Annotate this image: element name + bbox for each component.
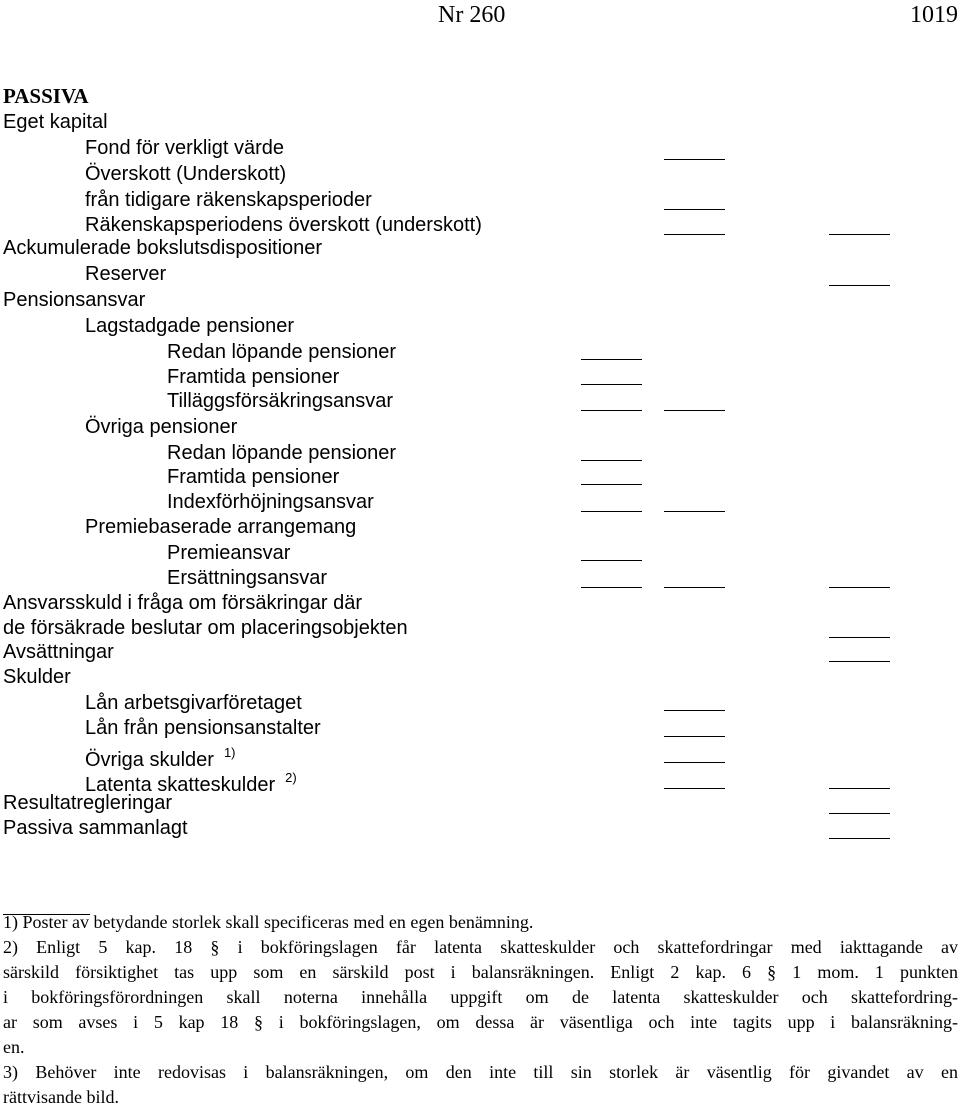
fond-verkligt-varde-row	[0, 135, 960, 161]
footnote-2-line: 2) Enligt 5 kap. 18 § i bokföringslagen får latenta skatteskulder och skattefordringar med iakttagande av	[3, 937, 958, 957]
amount-blank	[581, 587, 642, 588]
passiva-sammanlagt-label: Passiva sammanlagt	[3, 817, 188, 839]
ovr-redan-lopande-row	[0, 440, 960, 466]
amount-blank	[581, 384, 642, 385]
page-header	[0, 0, 960, 30]
premiebaserade-row	[0, 514, 960, 540]
overskott-label: Överskott (Underskott)	[85, 163, 287, 185]
ansvarsskuld-label: Ansvarsskuld i fråga om försäkringar där	[3, 592, 363, 614]
amount-blank	[581, 460, 642, 461]
amount-blank	[581, 484, 642, 485]
lagstadgade-label: Lagstadgade pensioner	[85, 315, 295, 337]
ovriga-skulder-text: Övriga skulder	[85, 749, 214, 771]
latenta-skatteskulder-text: Latenta skatteskulder	[85, 774, 276, 796]
tillaggsforsakringsansvar-label: Tilläggsförsäkringsansvar	[167, 390, 394, 412]
total-blank	[829, 788, 890, 789]
footnote-2-line: särskild försiktighet tas upp som en särskild post i balansräkningen. Enligt 2 kap. 6 § 1 mom. 1 punkten	[3, 962, 958, 982]
amount-blank	[664, 710, 725, 711]
premiebaserade-label: Premiebaserade arrangemang	[85, 516, 357, 538]
lag-framtida-label: Framtida pensioner	[167, 366, 340, 388]
footnote-2-line: en.	[3, 1037, 25, 1057]
total-blank	[829, 838, 890, 839]
premieansvar-label: Premieansvar	[167, 542, 291, 564]
footnote-1	[3, 910, 958, 935]
lan-arbetsgivare-row	[0, 690, 960, 716]
ansvarsskuld-row-1	[0, 590, 960, 616]
amount-blank	[664, 762, 725, 763]
overskott-row-2	[0, 187, 960, 213]
total-blank	[829, 285, 890, 286]
resultatregleringar-label: Resultatregleringar	[3, 792, 172, 814]
pensionsansvar-row	[0, 287, 960, 313]
overskott-label-cont: från tidigare räkenskapsperioder	[85, 189, 372, 211]
amount-blank	[581, 511, 642, 512]
lag-framtida-row	[0, 364, 960, 390]
ovriga-skulder-row	[0, 740, 960, 771]
passiva-sammanlagt-row	[0, 815, 960, 841]
passiva-title-row	[0, 83, 960, 109]
total-blank	[829, 661, 890, 662]
indexforhojningsansvar-row	[0, 489, 960, 515]
amount-blank	[664, 209, 725, 210]
document-number: Nr 260	[438, 2, 506, 28]
amount-blank	[581, 410, 642, 411]
reserver-label: Reserver	[85, 263, 167, 285]
latenta-skatteskulder-row	[0, 765, 960, 796]
indexforhojningsansvar-label: Indexförhöjningsansvar	[167, 491, 374, 513]
footnote-2	[3, 935, 958, 1060]
lan-pensionsanstalter-row	[0, 715, 960, 741]
avsattningar-label: Avsättningar	[3, 641, 114, 663]
eget-kapital-row	[0, 109, 960, 135]
amount-blank	[581, 560, 642, 561]
lan-arbetsgivare-label: Lån arbetsgivarföretaget	[85, 692, 302, 714]
amount-blank	[664, 159, 725, 160]
amount-blank	[664, 736, 725, 737]
lan-pensionsanstalter-label: Lån från pensionsanstalter	[85, 717, 321, 739]
footnote-ref-2: 2)	[285, 770, 297, 785]
ovr-framtida-row	[0, 464, 960, 490]
page-number: 1019	[910, 2, 958, 28]
amount-blank	[581, 359, 642, 360]
total-blank	[829, 813, 890, 814]
footnote-2-line: ar som avses i 5 kap 18 § i bokföringslagen, om dessa är väsentliga och inte tagits upp i balansräkning-	[3, 1012, 958, 1032]
pensionsansvar-label: Pensionsansvar	[3, 289, 146, 311]
ersattningsansvar-row	[0, 565, 960, 591]
reserver-row	[0, 261, 960, 287]
ackumulerade-label: Ackumulerade bokslutsdispositioner	[3, 237, 323, 259]
ovriga-pensioner-row	[0, 414, 960, 440]
subtotal-blank	[664, 511, 725, 512]
footnote-3-line: rättvisande bild.	[3, 1087, 119, 1107]
footnote-ref-1: 1)	[223, 745, 236, 760]
footnote-1-text: 1) Poster av betydande storlek skall specificeras med en egen benämning.	[3, 912, 534, 932]
ersattningsansvar-label: Ersättningsansvar	[167, 567, 328, 589]
footnotes	[3, 910, 958, 1110]
footnote-3-line: 3) Behöver inte redovisas i balansräkningen, om den inte till sin storlek är väsentlig för givandet av en	[3, 1062, 958, 1082]
ovriga-pensioner-label: Övriga pensioner	[85, 416, 238, 438]
lag-redan-lopande-label: Redan löpande pensioner	[167, 341, 397, 363]
resultatregleringar-row	[0, 790, 960, 816]
tillaggsforsakringsansvar-row	[0, 388, 960, 414]
premieansvar-row	[0, 540, 960, 566]
skulder-label: Skulder	[3, 666, 71, 688]
subtotal-blank	[664, 587, 725, 588]
amount-blank	[664, 788, 725, 789]
lag-redan-lopande-row	[0, 339, 960, 365]
section-title: PASSIVA	[3, 84, 89, 108]
eget-kapital-label: Eget kapital	[3, 111, 108, 133]
footnote-2-line: i bokföringsförordningen skall noterna innehålla uppgift om de latenta skatteskulder och skattefordring-	[3, 987, 958, 1007]
rakenskapsperiodens-overskott-label: Räkenskapsperiodens överskott (underskott)	[85, 214, 482, 236]
total-blank	[829, 637, 890, 638]
subtotal-blank	[664, 410, 725, 411]
ansvarsskuld-row-2	[0, 615, 960, 641]
overskott-row-1	[0, 161, 960, 187]
ansvarsskuld-label-cont: de försäkrade beslutar om placeringsobjekten	[3, 617, 408, 639]
footnote-3	[3, 1060, 958, 1110]
fond-verkligt-varde-label: Fond för verkligt värde	[85, 137, 284, 159]
lagstadgade-row	[0, 313, 960, 339]
skulder-row	[0, 664, 960, 690]
ovr-redan-lopande-label: Redan löpande pensioner	[167, 442, 397, 464]
ackumulerade-row	[0, 235, 960, 261]
ovr-framtida-label: Framtida pensioner	[167, 466, 340, 488]
avsattningar-row	[0, 639, 960, 665]
total-blank	[829, 587, 890, 588]
